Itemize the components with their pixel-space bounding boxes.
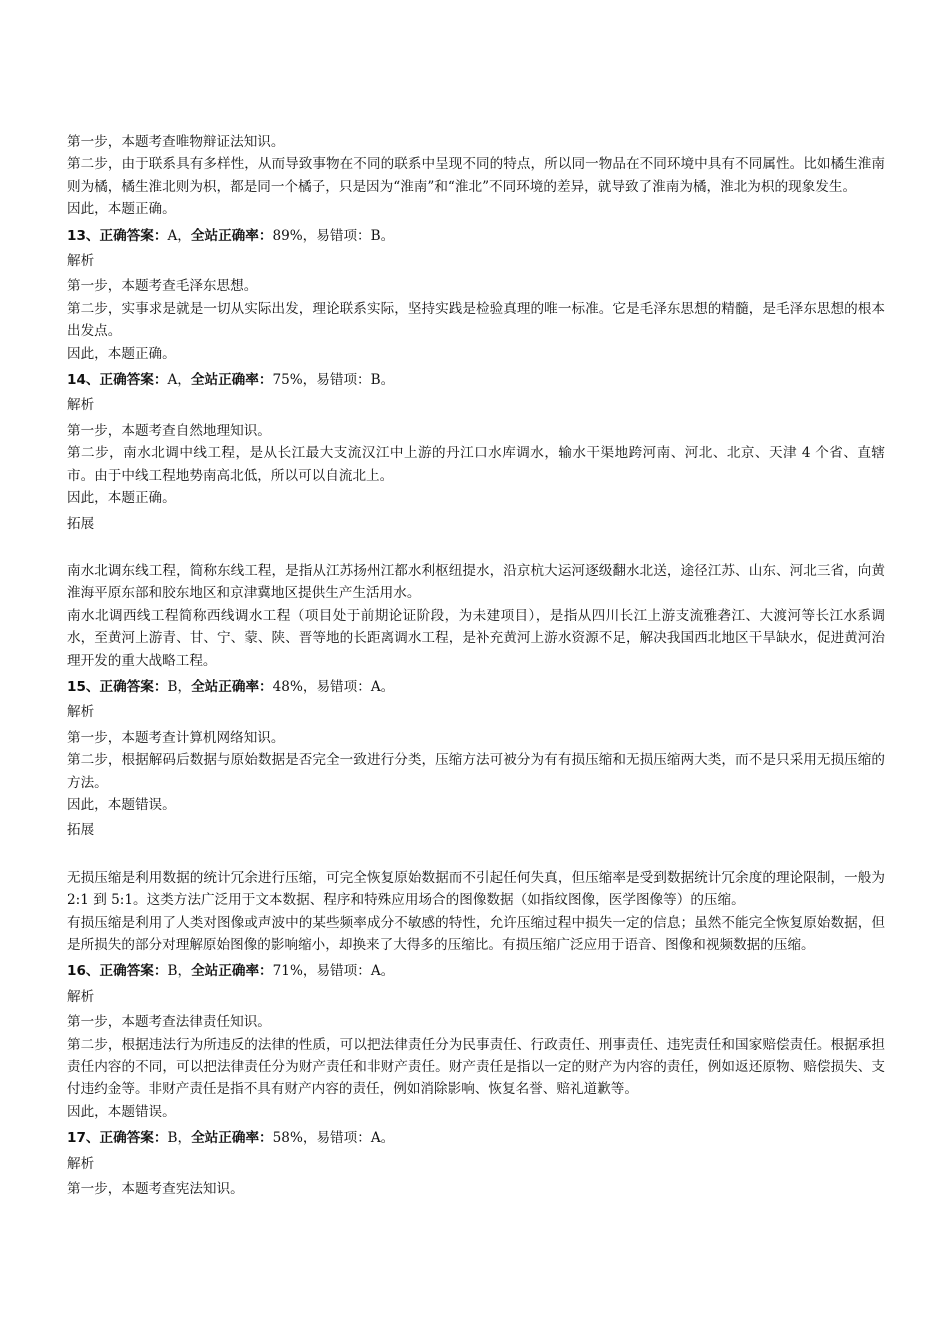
rate-label: 全站正确率： <box>190 227 273 244</box>
extension-paragraph-2: 有损压缩是利用了人类对图像或声波中的某些频率成分不敏感的特性，允许压缩过程中损失一定的信息；虽然不能完全恢复原始数据，但是所损失的部分对理解原始图像的影响缩小，却换来了大得多的压缩比。有损压缩广泛应用于语音、图像和视频数据的压缩。 <box>67 914 885 953</box>
analysis-step-1: 第一步，本题考查自然地理知识。 <box>67 422 271 439</box>
answer-value: A， <box>167 372 191 389</box>
answer-value: B， <box>167 678 192 695</box>
question-number: 17、 <box>67 1130 100 1147</box>
analysis-label: 解析 <box>67 988 95 1005</box>
answer-label: 正确答案： <box>99 1130 168 1147</box>
analysis-label: 解析 <box>67 253 95 270</box>
extension-paragraph-1: 无损压缩是利用数据的统计冗余进行压缩，可完全恢复原始数据而不引起任何失真，但压缩率是受到数据统计冗余度的理论限制，一般为 2:1 到 5:1。这类方法广泛用于文本数据、程序和特殊应用场合的图像数据（如指纹图像，医学图像等）的压缩。 <box>67 869 885 909</box>
rate-value: 89%， <box>272 227 317 244</box>
analysis-step-2: 第二步，根据违法行为所违反的法律的性质，可以把法律责任分为民事责任、行政责任、刑事责任、违宪责任和国家赔偿责任。根据承担责任内容的不同，可以把法律责任分为财产责任和非财产责任。财产责任是指以一定的财产为内容的责任，例如返还原物、赔偿损失、支付违约金等。非财产责任是指不具有财产内容的责任，例如消除影响、恢复名誉、赔礼道歉等。 <box>67 1036 885 1098</box>
answer-value: B， <box>167 1130 192 1147</box>
analysis-step-1: 第一步，本题考查毛泽东思想。 <box>67 278 258 295</box>
answer-label: 正确答案： <box>99 678 168 695</box>
rate-value: 48%， <box>272 678 317 695</box>
analysis-step-1: 第一步，本题考查宪法知识。 <box>67 1181 244 1198</box>
error-value: A。 <box>370 1130 395 1147</box>
intro-step-2: 第二步，由于联系具有多样性，从而导致事物在不同的联系中呈现不同的特点，所以同一物品在不同环境中具有不同属性。比如橘生淮南则为橘，橘生淮北则为枳，都是同一个橘子，只是因为“淮南”和“淮北”不同环境的差异，就导致了淮南为橘，淮北为枳的现象发生。 <box>67 156 885 195</box>
rate-label: 全站正确率： <box>191 963 273 980</box>
error-value: B。 <box>370 227 395 244</box>
analysis-conclusion: 因此，本题正确。 <box>67 345 176 362</box>
rate-value: 71%， <box>272 963 317 980</box>
error-value: A。 <box>370 963 395 980</box>
analysis-label: 解析 <box>67 704 95 721</box>
analysis-step-2: 第二步，实事求是就是一切从实际出发，理论联系实际，坚持实践是检验真理的唯一标准。它是毛泽东思想的精髓，是毛泽东思想的根本出发点。 <box>67 300 885 340</box>
error-label: 易错项： <box>316 227 371 244</box>
rate-label: 全站正确率： <box>191 678 273 695</box>
analysis-step-2: 第二步，根据解码后数据与原始数据是否完全一致进行分类，压缩方法可被分为有有损压缩和无损压缩两大类，而不是只采用无损压缩的方法。 <box>67 752 885 791</box>
document-page <box>67 131 885 1200</box>
extension-label: 拓展 <box>67 822 95 839</box>
rate-label: 全站正确率： <box>191 1130 273 1147</box>
question-number: 15、 <box>67 678 100 695</box>
analysis-conclusion: 因此，本题正确。 <box>67 490 176 507</box>
extension-paragraph-2: 南水北调西线工程简称西线调水工程（项目处于前期论证阶段，为未建项目），是指从四川长江上游支流雅砻江、大渡河等长江水系调水，至黄河上游青、甘、宁、蒙、陕、晋等地的长距离调水工程，是补充黄河上游水资源不足，解决我国西北地区干旱缺水，促进黄河治理开发的重大战略工程。 <box>67 607 885 669</box>
answer-label: 正确答案： <box>99 372 168 389</box>
analysis-conclusion: 因此，本题错误。 <box>67 1103 176 1120</box>
analysis-step-1: 第一步，本题考查法律责任知识。 <box>67 1014 271 1031</box>
intro-step-1: 第一步，本题考查唯物辩证法知识。 <box>67 134 285 150</box>
spacer <box>67 538 885 560</box>
answer-value: A， <box>167 227 191 244</box>
intro-conclusion: 因此，本题正确。 <box>67 201 176 218</box>
answer-value: B， <box>167 963 192 980</box>
rate-value: 75%， <box>272 372 317 389</box>
answer-label: 正确答案： <box>99 227 168 244</box>
error-label: 易错项： <box>316 678 371 695</box>
error-value: A。 <box>370 678 395 695</box>
question-number: 16、 <box>67 963 100 980</box>
analysis-step-2: 第二步，南水北调中线工程，是从长江最大支流汉江中上游的丹江口水库调水，输水干渠地跨河南、河北、北京、天津 4 个省、直辖市。由于中线工程地势南高北低，所以可以自流北上。 <box>67 445 885 484</box>
answer-line-13 <box>67 225 885 247</box>
analysis-label: 解析 <box>67 1155 95 1172</box>
question-number: 14、 <box>67 372 100 389</box>
analysis-label: 解析 <box>67 397 95 414</box>
error-label: 易错项： <box>316 1130 371 1147</box>
answer-line-15 <box>67 676 885 698</box>
answer-label: 正确答案： <box>99 963 168 980</box>
answer-line-14 <box>67 369 885 391</box>
question-number: 13、 <box>67 227 100 244</box>
analysis-conclusion: 因此，本题错误。 <box>67 796 176 813</box>
spacer <box>67 845 885 867</box>
error-value: B。 <box>370 372 395 389</box>
extension-paragraph-1: 南水北调东线工程，简称东线工程，是指从江苏扬州江都水利枢纽提水，沿京杭大运河逐级翻水北送，途径江苏、山东、河北三省，向黄淮海平原东部和胶东地区和京津冀地区提供生产生活用水。 <box>67 562 885 602</box>
rate-value: 58%， <box>272 1130 317 1147</box>
answer-line-16 <box>67 960 885 982</box>
error-label: 易错项： <box>316 963 371 980</box>
answer-line-17 <box>67 1127 885 1149</box>
extension-label: 拓展 <box>67 515 95 532</box>
analysis-step-1: 第一步，本题考查计算机网络知识。 <box>67 729 285 746</box>
error-label: 易错项： <box>316 372 371 389</box>
rate-label: 全站正确率： <box>190 372 273 389</box>
